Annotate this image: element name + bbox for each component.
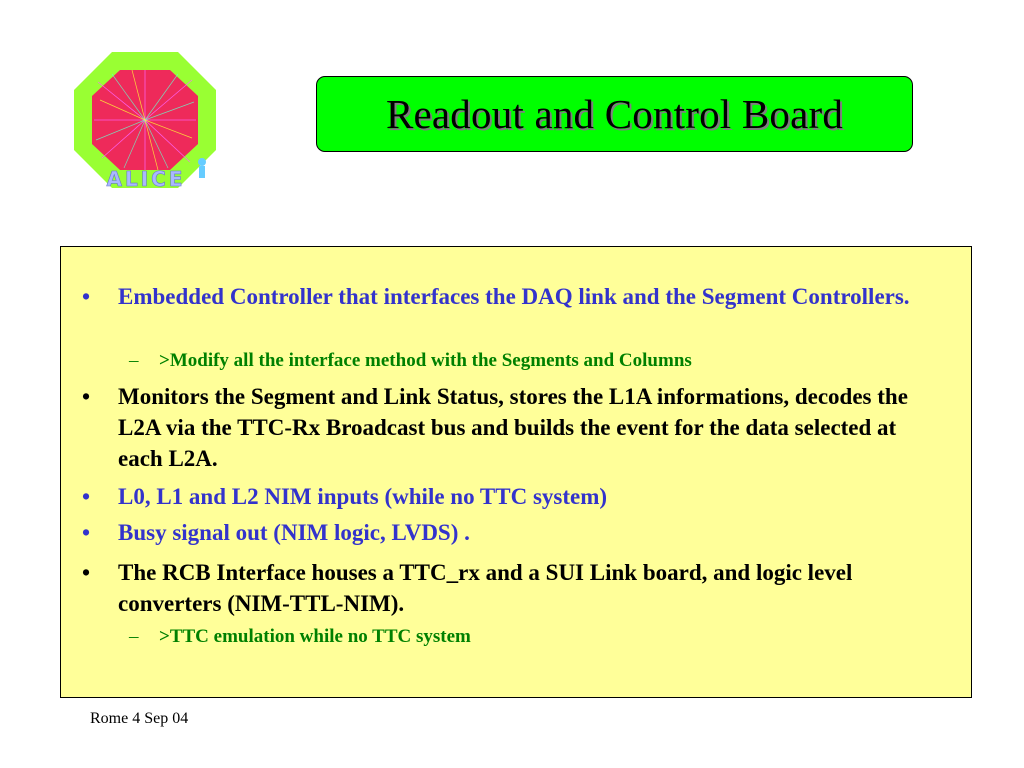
bullet-marker: • [82,560,91,585]
bullet-text: Busy signal out (NIM logic, LVDS) . [118,520,470,545]
sub-bullet-item [129,624,929,650]
sub-bullet-text: >Modify all the interface method with the Segments and Columns [159,350,692,371]
bullet-item [82,381,932,474]
sub-bullet-item [129,348,929,374]
bullet-text: Embedded Controller that interfaces the DAQ link and the Segment Controllers. [118,284,910,309]
footer-text: Rome 4 Sep 04 [90,710,189,727]
bullet-item [82,557,932,619]
sub-bullet-marker: – [129,626,139,647]
alice-logo-icon [72,50,220,192]
bullet-marker: • [82,284,91,309]
bullet-text: Monitors the Segment and Link Status, stores the L1A informations, decodes the L2A via the TTC-Rx Broadcast bus and builds the event for the data selected at each L2A. [118,384,908,471]
bullet-marker: • [82,484,91,509]
sub-bullet-marker: – [129,350,139,371]
bullet-item [82,281,932,312]
bullet-marker: • [82,520,91,545]
sub-bullet-text: >TTC emulation while no TTC system [159,626,471,647]
page-title: Readout and Control Board [385,91,844,137]
title-banner [316,76,913,152]
bullet-item [82,517,932,548]
bullet-text: L0, L1 and L2 NIM inputs (while no TTC system) [118,484,608,509]
bullet-item [82,481,932,512]
bullet-marker: • [82,384,91,409]
content-box [60,246,972,698]
alice-logo-text: ALICE [106,167,186,191]
bullet-text: The RCB Interface houses a TTC_rx and a SUI Link board, and logic level converters (NIM-TTL-NIM). [118,560,853,616]
